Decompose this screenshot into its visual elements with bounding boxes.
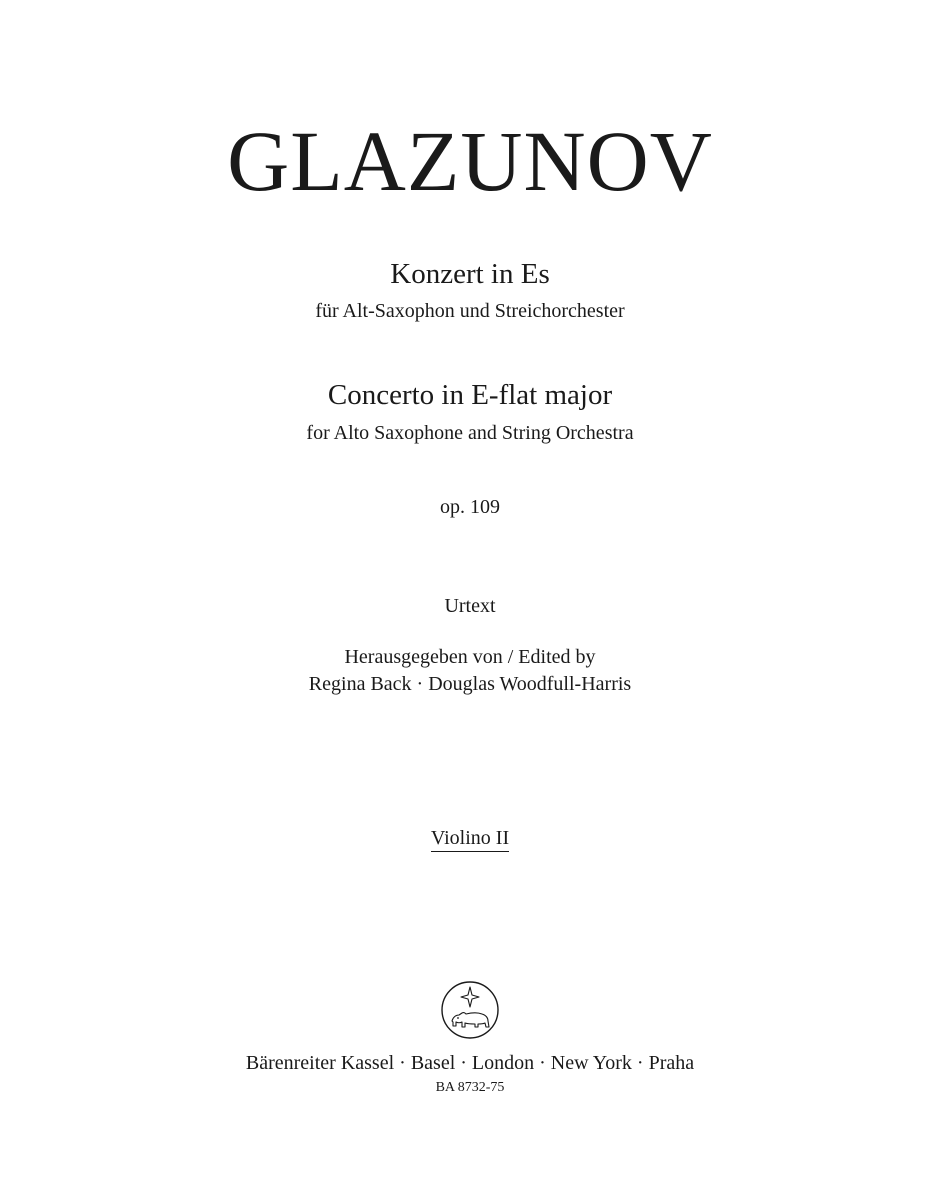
editor-names: Regina Back · Douglas Woodfull-Harris [308,673,632,695]
edited-by-label: Herausgegeben von / Edited by [344,646,596,668]
work-subtitle-english: for Alto Saxophone and String Orchestra [306,422,634,444]
publisher-line: Bärenreiter Kassel · Basel · London · New York · Praha [245,1052,695,1074]
baerenreiter-bear-star-logo-icon [440,980,500,1040]
work-title-english: Concerto in E-flat major [327,379,613,411]
part-label-wrapper [0,828,940,852]
work-subtitle-german: für Alt-Saxophon und Streichorchester [315,300,625,322]
catalog-number: BA 8732-75 [435,1080,505,1095]
edition-type: Urtext [444,595,496,617]
opus-number: op. 109 [440,496,500,518]
instrument-part: Violino II [431,828,509,852]
composer-name: GLAZUNOV [227,113,713,209]
work-title-german: Konzert in Es [390,258,550,290]
